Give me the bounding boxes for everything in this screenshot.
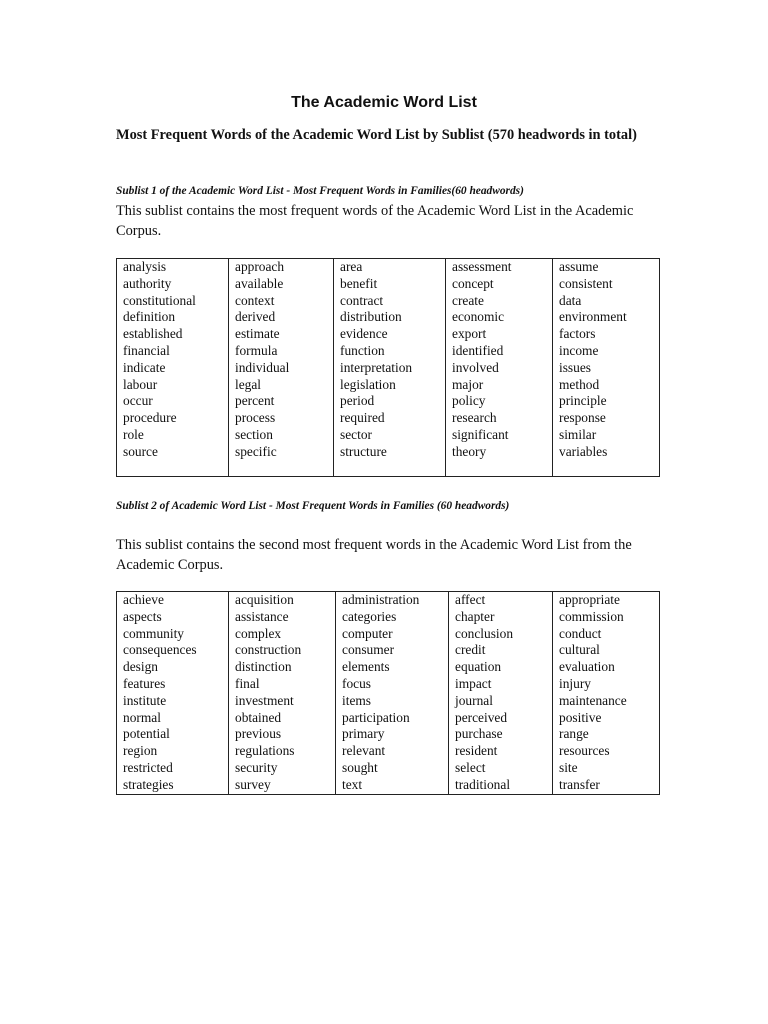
word-entry: benefit (340, 275, 378, 291)
word-entry: specific (235, 443, 277, 459)
word-entry: achieve (123, 592, 164, 607)
word-entry: percent (235, 393, 275, 409)
sublist-2-column-3 (336, 592, 449, 795)
word-entry: contract (340, 292, 384, 308)
word-entry: policy (452, 393, 486, 409)
word-entry: labour (123, 376, 158, 392)
word-entry: design (123, 659, 158, 675)
word-entry: approach (235, 259, 285, 274)
word-entry: distribution (340, 309, 402, 325)
word-entry: data (559, 292, 582, 308)
word-entry: concept (452, 275, 494, 291)
word-entry: derived (235, 309, 276, 325)
word-entry: response (559, 410, 606, 426)
word-entry: legal (235, 376, 262, 392)
table-row (117, 592, 660, 795)
word-entry: variables (559, 443, 608, 459)
sublist-1-heading: Sublist 1 of the Academic Word List - Most Frequent Words in Families(60 headwords) (116, 185, 524, 197)
word-entry: distinction (235, 659, 292, 675)
word-entry: select (455, 759, 486, 775)
word-entry: survey (235, 776, 271, 792)
word-entry: income (559, 342, 599, 358)
sublist-2-description: This sublist contains the second most frequent words in the Academic Word List from the Academic Corpus. (116, 537, 632, 573)
word-entry: regulations (235, 743, 295, 759)
sublist-2-column-5 (553, 592, 660, 795)
word-entry: elements (342, 659, 390, 675)
word-entry: construction (235, 642, 302, 658)
sublist-1-column-5 (553, 259, 660, 477)
word-entry: authority (123, 275, 172, 291)
page-title: The Academic Word List (291, 94, 477, 111)
word-entry: identified (452, 342, 504, 358)
sublist-1-column-3 (334, 259, 446, 477)
word-entry: occur (123, 393, 153, 409)
word-entry: formula (235, 342, 278, 358)
word-entry: section (235, 426, 273, 442)
word-entry: evaluation (559, 659, 615, 675)
word-entry: sought (342, 759, 378, 775)
word-entry: function (340, 342, 385, 358)
word-entry: investment (235, 692, 294, 708)
word-entry: categories (342, 608, 397, 624)
word-entry: legislation (340, 376, 396, 392)
sublist-1-column-4 (446, 259, 553, 477)
table-row (117, 259, 660, 477)
word-entry: context (235, 292, 275, 308)
word-entry: focus (342, 675, 372, 691)
sublist-2-heading: Sublist 2 of Academic Word List - Most Frequent Words in Families (60 headwords) (116, 500, 510, 512)
word-entry: site (559, 759, 578, 775)
sublist-2-column-4 (449, 592, 553, 795)
word-entry: acquisition (235, 592, 294, 607)
word-entry: credit (455, 642, 486, 658)
word-entry: perceived (455, 709, 508, 725)
word-entry: resources (559, 743, 610, 759)
word-entry: aspects (123, 608, 162, 624)
word-entry: computer (342, 625, 393, 641)
word-entry: complex (235, 625, 282, 641)
word-entry: principle (559, 393, 607, 409)
word-entry: method (559, 376, 600, 392)
word-entry: equation (455, 659, 502, 675)
word-entry: procedure (123, 410, 177, 426)
word-entry: consistent (559, 275, 613, 291)
word-entry: participation (342, 709, 410, 725)
word-entry: source (123, 443, 158, 459)
sublist-1-column-2 (229, 259, 334, 477)
word-entry: impact (455, 675, 492, 691)
word-entry: estimate (235, 326, 280, 342)
word-entry: environment (559, 309, 627, 325)
word-entry: final (235, 675, 260, 691)
sublist-2-table (116, 591, 660, 795)
word-entry: cultural (559, 642, 600, 658)
word-entry: previous (235, 726, 282, 742)
word-entry: maintenance (559, 692, 627, 708)
word-entry: area (340, 259, 363, 274)
word-entry: region (123, 743, 158, 759)
word-entry: chapter (455, 608, 495, 624)
word-entry: purchase (455, 726, 503, 742)
word-entry: role (123, 426, 144, 442)
sublist-1-column-1 (117, 259, 229, 477)
word-entry: strategies (123, 776, 174, 792)
word-entry: create (452, 292, 484, 308)
word-entry: affect (455, 592, 486, 607)
word-entry: primary (342, 726, 385, 742)
word-entry: theory (452, 443, 487, 459)
word-entry: financial (123, 342, 170, 358)
word-entry: commission (559, 608, 624, 624)
word-entry: process (235, 410, 276, 426)
word-entry: required (340, 410, 385, 426)
word-entry: indicate (123, 359, 166, 375)
word-entry: resident (455, 743, 498, 759)
word-entry: similar (559, 426, 597, 442)
word-entry: range (559, 726, 589, 742)
word-entry: community (123, 625, 184, 641)
word-entry: transfer (559, 776, 600, 792)
sublist-2-column-2 (229, 592, 336, 795)
word-entry: items (342, 692, 372, 708)
word-entry: available (235, 275, 284, 291)
word-entry: conclusion (455, 625, 514, 641)
word-entry: assume (559, 259, 599, 274)
word-entry: security (235, 759, 278, 775)
word-entry: potential (123, 726, 170, 742)
sublist-1-table (116, 258, 660, 477)
word-entry: injury (559, 675, 591, 691)
word-entry: consequences (123, 642, 197, 658)
word-entry: traditional (455, 776, 511, 792)
word-entry: restricted (123, 759, 173, 775)
word-entry: factors (559, 326, 596, 342)
word-entry: constitutional (123, 292, 196, 308)
word-entry: institute (123, 692, 167, 708)
word-entry: interpretation (340, 359, 413, 375)
word-entry: issues (559, 359, 591, 375)
sublist-1-description: This sublist contains the most frequent words of the Academic Word List in the Academic Corpus. (116, 203, 634, 239)
word-entry: journal (455, 692, 493, 708)
word-entry: assistance (235, 608, 289, 624)
word-entry: period (340, 393, 375, 409)
word-entry: text (342, 776, 363, 792)
word-entry: economic (452, 309, 505, 325)
word-entry: definition (123, 309, 176, 325)
word-entry: features (123, 675, 166, 691)
word-entry: normal (123, 709, 161, 725)
word-entry: administration (342, 592, 420, 607)
word-entry: structure (340, 443, 387, 459)
sublist-2-column-1 (117, 592, 229, 795)
word-entry: analysis (123, 259, 167, 274)
word-entry: obtained (235, 709, 282, 725)
word-entry: assessment (452, 259, 512, 274)
word-entry: evidence (340, 326, 388, 342)
word-entry: positive (559, 709, 602, 725)
word-entry: research (452, 410, 497, 426)
main-heading: Most Frequent Words of the Academic Word List by Sublist (570 headwords in total) (116, 127, 637, 143)
word-entry: major (452, 376, 484, 392)
word-entry: relevant (342, 743, 386, 759)
word-entry: consumer (342, 642, 395, 658)
word-entry: individual (235, 359, 290, 375)
word-entry: involved (452, 359, 499, 375)
word-entry: significant (452, 426, 509, 442)
word-entry: conduct (559, 625, 602, 641)
word-entry: established (123, 326, 183, 342)
word-entry: appropriate (559, 592, 620, 607)
word-entry: export (452, 326, 487, 342)
word-entry: sector (340, 426, 372, 442)
